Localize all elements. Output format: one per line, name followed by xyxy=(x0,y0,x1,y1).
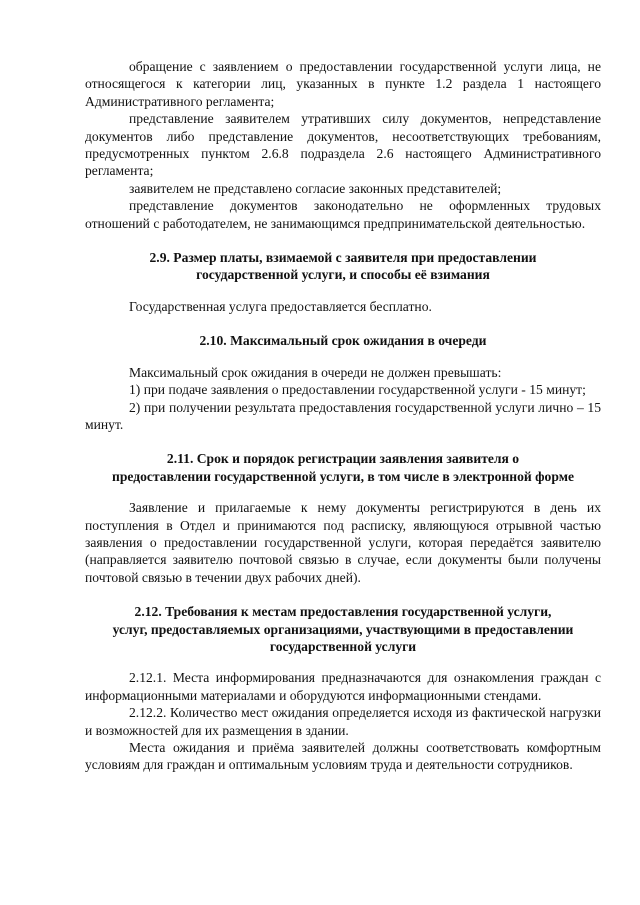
paragraph-refusal-ground-2: представление заявителем утративших силу документов, непредставление документов либо представление документов, несоответствующих требованиям, предусмотренных пунктом 2.6.8 подраздела 2.6 настоящего Административного регламента; xyxy=(85,111,601,179)
section-2-10-paragraph: 1) при подаче заявления о предоставлении государственной услуги - 15 минут; xyxy=(129,382,586,398)
section-2-12-heading-line3: государственной услуги xyxy=(269,638,417,654)
document-page xyxy=(85,58,601,774)
paragraph-refusal-ground-4: представление документов законодательно не оформленных трудовых отношений с работодателем, не занимающимся предпринимательской деятельностью. xyxy=(85,198,601,231)
section-2-9-text: Государственная услуга предоставляется бесплатно. xyxy=(129,298,432,314)
paragraph-refusal-ground-3: заявителем не представлено согласие законных представителей; xyxy=(129,180,502,196)
section-2-11-text: Заявление и прилагаемые к нему документы регистрируются в день их поступления в Отдел и принимаются под расписку, являющуюся отрывной частью заявления о предоставлении государственной услуги, которая передаётся заявителю (направляется заявителю почтовой связью в случае, если документы были получены почтовой связью в течении двух рабочих дней). xyxy=(85,500,601,585)
section-2-11-heading xyxy=(85,450,601,485)
section-2-10-paragraph: 2) при получении результата предоставления государственной услуги лично – 15 минут. xyxy=(85,399,601,432)
section-2-9-heading-line1: 2.9. Размер платы, взимаемой с заявителя при предоставлении xyxy=(149,250,537,266)
section-2-11-heading-line1: 2.11. Срок и порядок регистрации заявления заявителя о xyxy=(166,451,520,467)
section-2-12-heading-line1: 2.12. Требования к местам предоставления государственной услуги, xyxy=(134,604,552,620)
section-2-10-heading: 2.10. Максимальный срок ожидания в очереди xyxy=(199,333,487,349)
section-2-9-heading-line2: государственной услуги, и способы её взимания xyxy=(196,267,490,283)
section-2-12-heading-line2: услуг, предоставляемых организациями, участвующими в предоставлении xyxy=(112,621,574,637)
section-2-12-paragraph: 2.12.1. Места информирования предназначаются для ознакомления граждан с информационными материалами и оборудуются информационными стендами. xyxy=(85,670,601,703)
section-2-11-heading-line2: предоставлении государственной услуги, в том числе в электронной форме xyxy=(111,468,574,484)
section-2-10-paragraph: Максимальный срок ожидания в очереди не должен превышать: xyxy=(129,364,502,380)
section-2-12-heading xyxy=(85,603,601,655)
section-2-12-paragraph: 2.12.2. Количество мест ожидания определяется исходя из фактической нагрузки и возможностей для их размещения в здании. xyxy=(85,705,601,738)
section-2-12-paragraph: Места ожидания и приёма заявителей должны соответствовать комфортным условиям для граждан и оптимальным условиям труда и деятельности сотрудников. xyxy=(85,740,601,773)
paragraph-refusal-ground-1: обращение с заявлением о предоставлении государственной услуги лица, не относящегося к категории лиц, указанных в пункте 1.2 раздела 1 настоящего Административного регламента; xyxy=(85,59,601,109)
section-2-9-heading xyxy=(85,249,601,284)
